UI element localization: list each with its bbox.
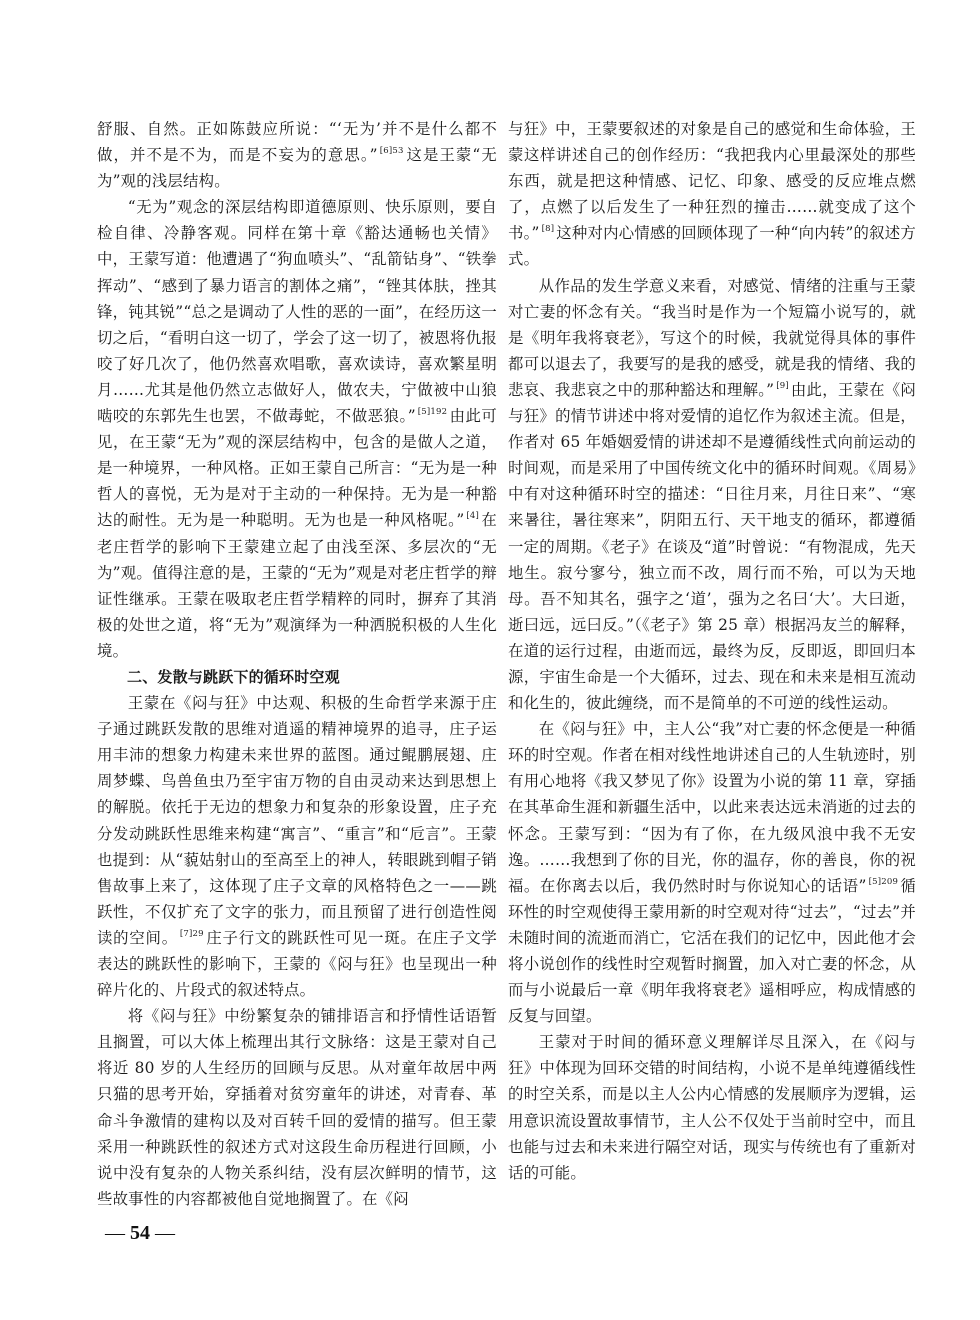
paragraph-continued: [508, 116, 916, 273]
paragraph: [97, 690, 497, 1003]
paragraph-continued: [97, 116, 497, 194]
page-number-dash-left: —: [105, 1222, 130, 1244]
text-run: 从作品的发生学意义来看，对感觉、情绪的注重与王蒙对亡妻的怀念有关。“我当时是作为一个短篇小说写的，就是《明年我将衰老》，写这个的时候，我就觉得具体的事件都可以退去了，我要写的是我的感受，就是我的情绪、我的悲哀、我悲哀之中的那种豁达和理解。”: [508, 276, 916, 399]
citation-reference: [5]209: [868, 876, 899, 887]
citation-reference: [8]: [541, 224, 555, 235]
left-column: [97, 116, 497, 1212]
text-run: “无为”观念的深层结构即道德原则、快乐原则，要自检自律、冷静客观。同样在第十章《豁达通畅也关情》中，王蒙写道：他遭遇了“狗血喷头”、“乱箭钻身”、“铁拳挥动”、“感到了暴力语言的割体之痛”，“锉其体肤，挫其锋，钝其锐”“总之是调动了人性的恶的一面”，在经历这一切之后，“看明白这一切了，学会了这一切了，被恩将仇报咬了好几次了，他仍然喜欢唱歌，喜欢读诗，喜欢繁星明月……尤其是他仍然立志做好人，做农夫，宁做被中山狼啮咬的东郭先生也罢，不做毒蛇，不做恶狼。”: [97, 198, 497, 426]
text-run: 这是王蒙“无为”观的浅层结构。: [97, 146, 497, 191]
text-run: 庄子行文的跳跃性可见一斑。在庄子文学表达的跳跃性的影响下，王蒙的《闷与狂》也呈现出一种碎片化的、片段式的叙述特点。: [97, 928, 497, 1000]
text-run: 在《闷与狂》中，主人公“我”对亡妻的怀念便是一种循环的时空观。作者在相对线性地讲述自己的人生轨迹时，别有用心地将《我又梦见了你》设置为小说的第 11 章，穿插在其革命生涯和新疆生活中，以此来表达远未消逝的过去的怀念。王蒙写到：“因为有了你，在九级风浪中我不无安逸。……我想到了你的目光，你的温存，你的善良，你的祝福。在你离去以后，我仍然时时与你说知心的话语”: [508, 720, 916, 895]
text-run: 由此，王蒙在《闷与狂》的情节讲述中将对爱情的追忆作为叙述主流。但是，作者对 65 年婚姻爱情的讲述却不是遵循线性式向前运动的时间观，而是采用了中国传统文化中的循环时间观。《周易》中有对这种循环时空的描述：“日往月来，月往日来”、“寒来暑往，暑往寒来”，阴阳五行、天干地支的循环，都遵循一定的周期。《老子》在谈及“道”时曾说：“有物混成，先天地生。寂兮寥兮，独立而不改，周行而不殆，可以为天地母。吾不知其名，强字之‘道’，强为之名曰‘大’。大曰逝，逝曰远，远曰反。”（《老子》第 25 章）根据冯友兰的解释，在道的运行过程，由逝而远，最终为反，反即返，即回归本源，宇宙生命是一个大循环，过去、现在和未来是相互流动和化生的，彼此缠绕，而不是简单的不可逆的线性运动。: [508, 380, 916, 713]
citation-reference: [7]29: [179, 928, 204, 939]
text-run: 在老庄哲学的影响下王蒙建立起了由浅至深、多层次的“无为”观。值得注意的是，王蒙的“无为”观是对老庄哲学的辩证性继承。王蒙在吸取老庄哲学精粹的同时，摒弃了其消极的处世之道，将“无为”观演绎为一种洒脱积极的人生化境。: [97, 511, 498, 660]
text-run: 舒服、自然。正如陈鼓应所说：“‘无为’并不是什么都不做，并不是不为，而是不妄为的意思。”: [97, 120, 497, 165]
paragraph: [508, 1029, 916, 1186]
paragraph: [97, 1003, 497, 1212]
text-run: 王蒙对于时间的循环意义理解详尽且深入，在《闷与狂》中体现为回环交错的时间结构，小说不是单纯遵循线性的时空关系，而是以主人公内心情感的发展顺序为逻辑，运用意识流设置故事情节，主人公不仅处于当前时空中，而且也能与过去和未来进行隔空对话，现实与传统也有了重新对话的可能。: [508, 1033, 916, 1182]
text-run: 这种对内心情感的回顾体现了一种“向内转”的叙述方式。: [508, 224, 916, 269]
text-run: 由此可见，在王蒙“无为”观的深层结构中，包含的是做人之道，是一种境界，一种风格。正如王蒙自己所言：“无为是一种哲人的喜悦，无为是对于主动的一种保持。无为是一种豁达的耐性。无为是一种聪明。无为也是一种风格呢。”: [97, 407, 497, 530]
citation-reference: [5]192: [417, 407, 448, 418]
section-heading: 二、发散与跳跃下的循环时空观: [127, 667, 340, 686]
paragraph: [508, 716, 916, 1029]
text-run: 与狂》中，王蒙要叙述的对象是自己的感觉和生命体验，王蒙这样讲述自己的创作经历：“我把我内心里最深处的那些东西，就是把这种情感、记忆、印象、感受的反应堆点燃了，点燃了以后发生了一种狂烈的撞击……就变成了这个书。”: [508, 120, 916, 243]
citation-reference: [4]: [466, 511, 480, 522]
page-number-value: 54: [130, 1222, 150, 1244]
paragraph: [508, 273, 916, 717]
text-run: 循环性的时空观使得王蒙用新的时空观对待“过去”，“过去”并未随时间的流逝而消亡，它活在我们的记忆中，因此他才会将小说创作的线性时空观暂时搁置，加入对亡妻的怀念，从而与小说最后一章《明年我将衰老》遥相呼应，构成情感的反复与回望。: [508, 876, 917, 1026]
text-run: 将《闷与狂》中纷繁复杂的铺排语言和抒情性话语暂且搁置，可以大体上梳理出其行文脉络：这是王蒙对自己将近 80 岁的人生经历的回顾与反思。从对童年故居中两只猫的思考开始，穿插着对贫穷童年的讲述，对青春、革命斗争激情的建构以及对百转千回的爱情的描写。但王蒙采用一种跳跃性的叙述方式对这段生命历程进行回顾，小说中没有复杂的人物关系纠结，没有层次鲜明的情节，这些故事性的内容都被他自觉地搁置了。在《闷: [97, 1007, 497, 1208]
page-number: [105, 1222, 175, 1245]
page-number-dash-right: —: [150, 1222, 175, 1244]
citation-reference: [6]53: [379, 146, 404, 157]
paragraph: [97, 194, 497, 664]
citation-reference: [9]: [776, 380, 789, 391]
right-column: [508, 116, 916, 1186]
text-run: 王蒙在《闷与狂》中达观、积极的生命哲学来源于庄子通过跳跃发散的思维对逍遥的精神境界的追寻，庄子运用丰沛的想象力构建未来世界的蓝图。通过鲲鹏展翅、庄周梦蝶、鸟兽鱼虫乃至宇宙万物的自由灵动来达到思想上的解脱。依托于无边的想象力和复杂的形象设置，庄子充分发动跳跃性思维来构建“寓言”、“重言”和“卮言”。王蒙也提到：从“藐姑射山的至高至上的神人，转眼跳到帽子销售故事上来了，这体现了庄子文章的风格特色之一——跳跃性，不仅扩充了文字的张力，而且预留了进行创造性阅读的空间。: [97, 694, 497, 947]
